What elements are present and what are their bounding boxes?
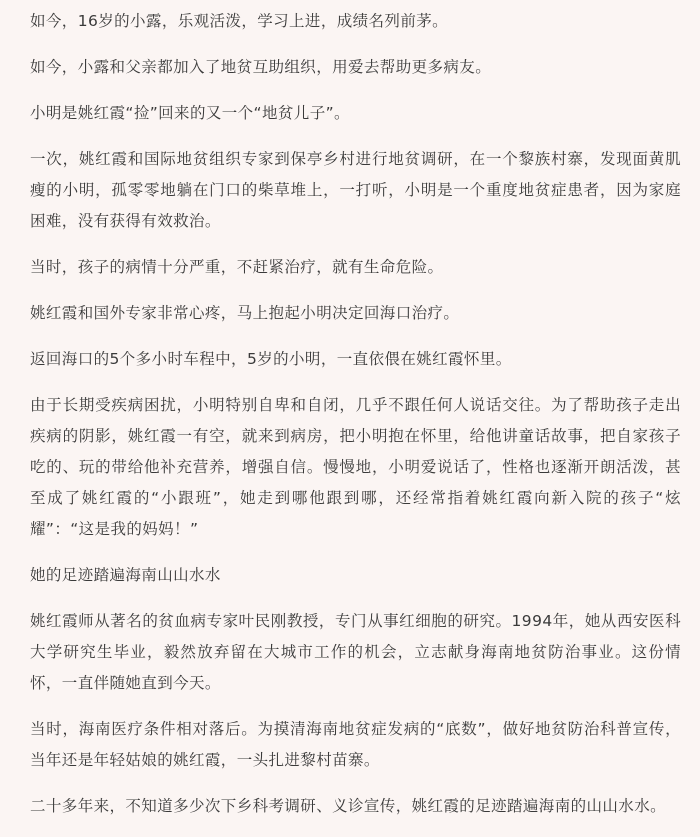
section-paragraph-1: 姚红霞师从著名的贫血病专家叶民刚教授，专门从事红细胞的研究。1994年，她从西安医科大学研究生毕业，毅然放弃留在大城市工作的机会，立志献身海南地贫防治事业。这份情怀，一直伴随她直到今天。 [30,612,681,692]
paragraph-7: 返回海口的5个多小时车程中，5岁的小明，一直依偎在姚红霞怀里。 [30,350,512,368]
section-paragraph-2: 当时，海南医疗条件相对落后。为摸清海南地贫症发病的“底数”，做好地贫防治科普宣传，当年还是年轻姑娘的姚红霞，一头扎进黎村苗寨。 [30,720,681,769]
paragraph-5: 当时，孩子的病情十分严重，不赶紧治疗，就有生命危险。 [30,258,444,276]
section-heading: 她的足迹踏遍海南山山水水 [30,566,221,584]
paragraph-1: 如今，16岁的小露，乐观活泼，学习上进，成绩名列前茅。 [30,12,449,30]
paragraph-2: 如今，小露和父亲都加入了地贫互助组织，用爱去帮助更多病友。 [30,58,492,76]
paragraph-3: 小明是姚红霞“捡”回来的又一个“地贫儿子”。 [30,104,350,122]
paragraph-4: 一次，姚红霞和国际地贫组织专家到保亭乡村进行地贫调研，在一个黎族村寨，发现面黄肌瘦的小明，孤零零地躺在门口的柴草堆上，一打听，小明是一个重度地贫症患者，因为家庭困难，没有获得有效救治。 [30,150,681,230]
paragraph-6: 姚红霞和国外专家非常心疼，马上抱起小明决定回海口治疗。 [30,304,460,322]
section-paragraph-3: 二十多年来，不知道多少次下乡科考调研、义诊宣传，姚红霞的足迹踏遍海南的山山水水。 [30,797,667,815]
paragraph-8: 由于长期受疾病困扰，小明特别自卑和自闭，几乎不跟任何人说话交往。为了帮助孩子走出疾病的阴影，姚红霞一有空，就来到病房，把小明抱在怀里，给他讲童话故事，把自家孩子吃的、玩的带给他补充营养，增强自信。慢慢地，小明爱说话了，性格也逐渐开朗活泼，甚至成了姚红霞的“小跟班”，她走到哪他跟到哪，还经常指着姚红霞向新入院的孩子“炫耀”：“这是我的妈妈！” [30,396,681,538]
